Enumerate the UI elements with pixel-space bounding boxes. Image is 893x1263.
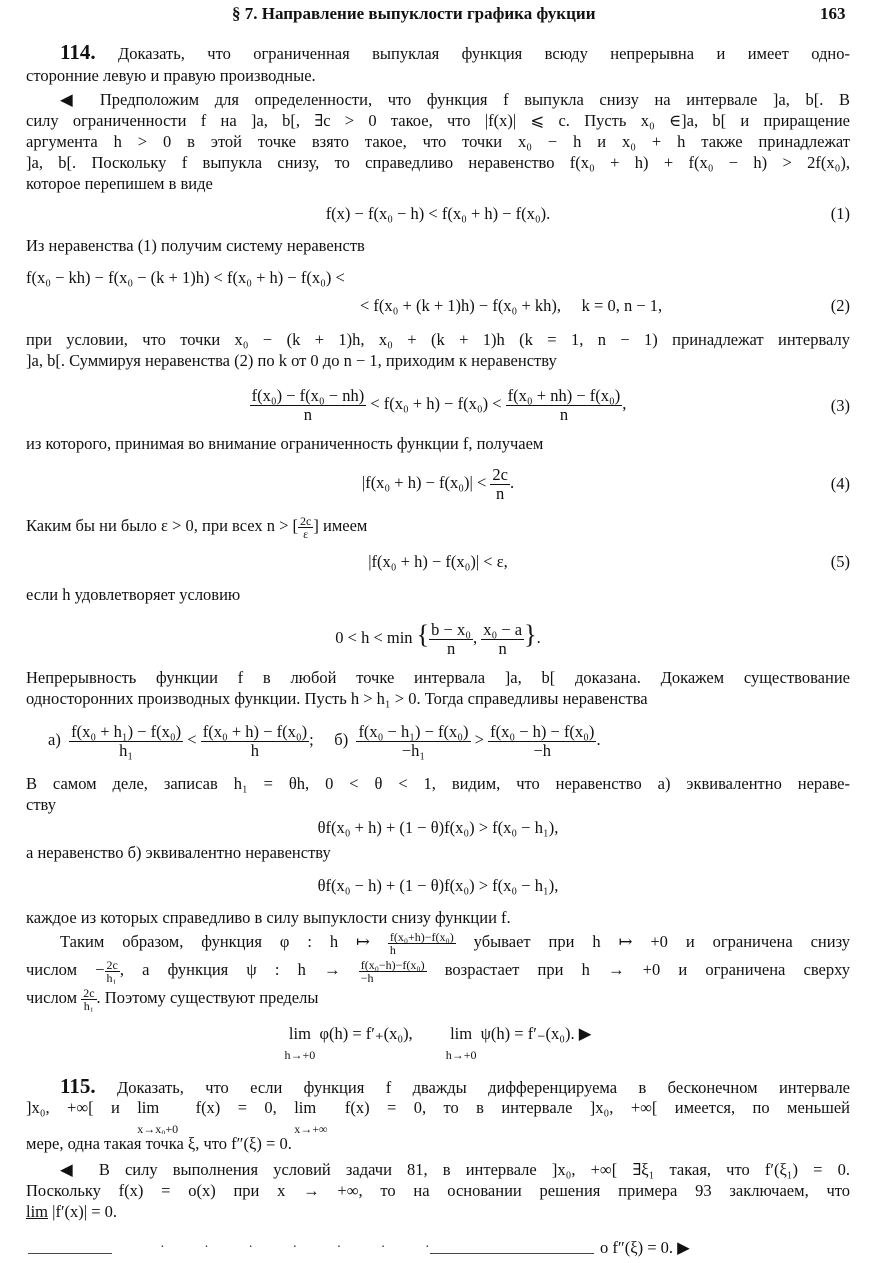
fraction: $\frac{\text{f(x₀ + h₁) − f(x₀)}}{\text{h₁}}$ xyxy=(71,721,182,760)
fraction: $\frac{\text{b − x₀}}{n}$ xyxy=(431,619,471,658)
inequalities-a-b: а) $\frac{\text{f(x₀ + h₁) − f(x₀)}}{\text{h₁}}$ < $\frac{\text{f(x₀ + h) − f(x₀)}}{h}$ ; б) $\frac{\text{f(x₀ − h₁) − f(x₀)}}{\text{−h₁}}$ > $\frac{\text{f(x₀ − h) − f(x₀)}}{-h}$ . xyxy=(48,721,601,760)
fraction: $\frac{\text{f(x₀ + h) − f(x₀)}}{h}$ xyxy=(202,721,308,760)
equation-2-line-2: < f(x₀ + (k + 1)h) − f(x₀ + kh), k = 0, n − 1, xyxy=(360,296,663,315)
equation-2-line-1: f(x₀ − kh) − f(x₀ − (k + 1)h) < f(x₀ + h) − f(x₀) < xyxy=(26,268,345,287)
text-line: числом $\frac{2c}{\text{h₁}}$ . Поэтому существуют пределы xyxy=(26,985,319,1012)
text-line: Из неравенства (1) получим систему неравенств xyxy=(26,236,365,255)
fraction: $\frac{\text{f(x₀+h)−f(x₀)}}{h}$ xyxy=(389,929,454,956)
text-line: если h удовлетворяет условию xyxy=(26,585,241,604)
solution-115-line-2: Поскольку f(x) = o(x) при x → +∞, то на основании решения примера 93 заключаем, что xyxy=(26,1181,850,1200)
equation-5-number: (5) xyxy=(830,552,850,571)
equation-5: |f(x₀ + h) − f(x₀)| < ε, xyxy=(368,552,508,571)
solution-115-line-3: lim |f′(x)| = 0. xyxy=(26,1202,118,1221)
problem-114-statement-line-1: 114. Доказать, что ограниченная выпуклая функция всюду непрерывна и имеет одно- xyxy=(60,42,850,64)
text-line: Таким образом, функция φ : h ↦ $\frac{\text{f(x₀+h)−f(x₀)}}{h}$ убывает при h ↦ +0 и ограничена снизу xyxy=(60,929,850,956)
fraction: $\frac{\text{f(x₀ + nh) − f(x₀)}}{n}$ xyxy=(507,385,621,424)
equation-8: θf(x₀ − h) + (1 − θ)f(x₀) > f(x₀ − h₁), xyxy=(317,876,559,895)
equation-1: f(x) − f(x₀ − h) < f(x₀ + h) − f(x₀). xyxy=(325,204,551,223)
equation-7: θf(x₀ + h) + (1 − θ)f(x₀) > f(x₀ − h₁), xyxy=(317,818,559,837)
upper-limit-symbol: lim xyxy=(26,1202,49,1221)
text-line: числом − $\frac{2c}{\text{h₁}}$ , а функция ψ : h → $\frac{\text{f(x₀−h)−f(x₀)}}{-h}$ возрастает при h → +0 и ограничена сверху xyxy=(26,957,850,984)
fraction: $\frac{2c}{\text{h₁}}$ xyxy=(106,957,118,984)
equation-1-number: (1) xyxy=(830,204,850,223)
link-underline xyxy=(28,1253,112,1254)
fraction: $\frac{\text{x₀ − a}}{n}$ xyxy=(483,619,523,658)
problem-number: 114. xyxy=(60,42,96,64)
limits-equation: lim h→+0 φ(h) = f′₊(x₀), lim h→+0 ψ(h) = f′₋(x₀). ▶ xyxy=(284,1024,592,1062)
solution-115-line-4: o f″(ξ) = 0. ▶ xyxy=(600,1238,690,1257)
overlined-range: 1, n − 1 xyxy=(570,330,653,349)
equation-4-number: (4) xyxy=(830,474,850,493)
fraction: $\frac{2c}{n}$ xyxy=(492,464,508,503)
text-line: односторонних производных функции. Пусть h > h₁ > 0. Тогда справедливы неравенства xyxy=(26,689,648,708)
text-line: ству xyxy=(26,795,57,814)
fraction: $\frac{\text{f(x₀) − f(x₀ − nh)}}{n}$ xyxy=(251,385,365,424)
problem-115-statement-line-1: 115. Доказать, что если функция f дважды дифференцируема в бесконечном интервале xyxy=(60,1074,850,1098)
scan-artifact-dots: · · · · · · · xyxy=(160,1240,448,1255)
equation-4: |f(x₀ + h) − f(x₀)| < $\frac{2c}{n}$ . xyxy=(361,464,515,503)
equation-2-number: (2) xyxy=(830,296,850,315)
fraction: $\frac{\text{f(x₀ − h₁) − f(x₀)}}{\text{−h₁}}$ xyxy=(358,721,469,760)
solution-115-line-1: ◀ В силу выполнения условий задачи 81, в интервале ]x₀, +∞[ ∃ξ₁ такая, что f′(ξ₁) = 0. xyxy=(60,1160,850,1179)
fraction: $\frac{2c}{\varepsilon}$ xyxy=(300,513,312,540)
text-line: ]a, b[. Суммируя неравенства (2) по k от 0 до n − 1, приходим к неравенству xyxy=(26,351,557,370)
equation-6: 0 < h < min { $\frac{\text{b − x₀}}{n}$ , $\frac{\text{x₀ − a}}{n}$ }. xyxy=(335,619,541,658)
text-line: при условии, что точки x₀ − (k + 1)h, x₀ + (k + 1)h (k = 1, n − 1) принадлежат интервалу xyxy=(26,330,850,349)
page-number: 163 xyxy=(820,4,846,23)
solution-114-line-4: ]a, b[. Поскольку f выпукла снизу, то справедливо неравенство f(x₀ + h) + f(x₀ − h) > 2f(x₀), xyxy=(26,153,850,172)
solution-114-line-1: ◀ Предположим для определенности, что функция f выпукла снизу на интервале ]a, b[. В xyxy=(60,90,850,109)
problem-114-statement-line-2: сторонние левую и правую производные. xyxy=(26,66,316,85)
fraction: $\frac{\text{f(x₀−h)−f(x₀)}}{-h}$ xyxy=(360,957,425,984)
text-line: В самом деле, записав h₁ = θh, 0 < θ < 1, видим, что неравенство а) эквивалентно нераве- xyxy=(26,774,850,793)
equation-3: $\frac{\text{f(x₀) − f(x₀ − nh)}}{n}$ < f(x₀ + h) − f(x₀) < $\frac{\text{f(x₀ + nh) − f(x₀)}}{n}$ , xyxy=(251,385,627,424)
running-header-title: § 7. Направление выпуклости графика фукции xyxy=(232,4,596,23)
solution-114-line-2: силу ограниченности f на ]a, b[, ∃c > 0 такое, что |f(x)| ⩽ c. Пусть x₀ ∈]a, b[ и приращение xyxy=(26,111,850,130)
equation-3-number: (3) xyxy=(830,396,850,415)
link-underline xyxy=(430,1253,594,1254)
fraction: $\frac{2c}{\text{h₁}}$ xyxy=(83,985,95,1012)
text-line: а неравенство б) эквивалентно неравенству xyxy=(26,843,331,862)
overlined-range: 0, n − 1 xyxy=(607,296,658,315)
text-line: Непрерывность функции f в любой точке интервала ]a, b[ доказана. Докажем существование xyxy=(26,668,850,687)
solution-114-line-5: которое перепишем в виде xyxy=(26,174,213,193)
solution-114-line-3: аргумента h > 0 в этой точке взято такое, что точки x₀ − h и x₀ + h также принадлежат xyxy=(26,132,850,151)
problem-115-statement-line-3: мере, одна такая точка ξ, что f″(ξ) = 0. xyxy=(26,1134,292,1153)
text-line: из которого, принимая во внимание ограниченность функции f, получаем xyxy=(26,434,544,453)
problem-115-statement-line-2: ]x₀, +∞[ и lim x→x₀+0 f(x) = 0, lim x→+∞ f(x) = 0, то в интервале ]x₀, +∞[ имеется, по меньшей xyxy=(26,1098,850,1134)
text-line: каждое из которых справедливо в силу выпуклости снизу функции f. xyxy=(26,908,511,927)
text-line: Каким бы ни было ε > 0, при всех n > [ $\frac{2c}{\varepsilon}$ ] имеем xyxy=(26,513,368,540)
fraction: $\frac{\text{f(x₀ − h) − f(x₀)}}{-h}$ xyxy=(490,721,595,760)
problem-number: 115. xyxy=(60,1074,96,1098)
